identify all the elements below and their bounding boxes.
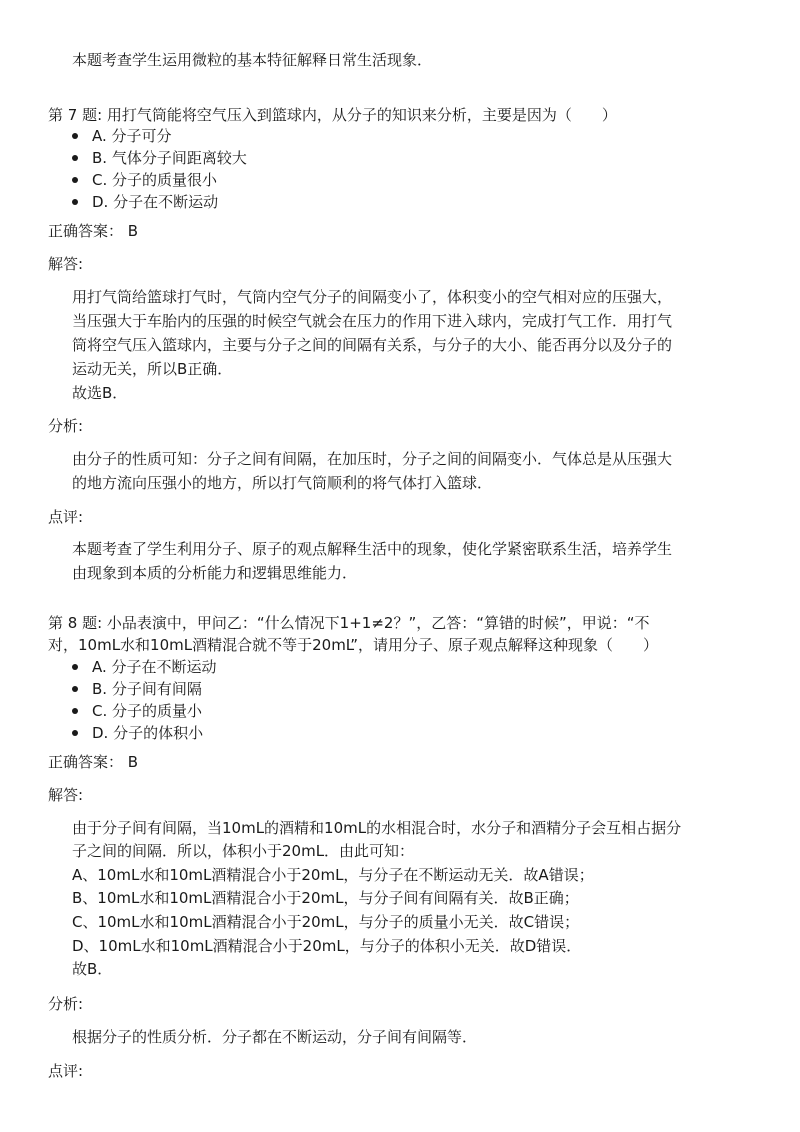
- q7-stem: 第 7 题: 用打气筒能将空气压入到篮球内，从分子的知识来分析，主要是因为（ ）: [48, 106, 617, 124]
- q8-solution-label: 解答:: [48, 786, 84, 804]
- q7-comment-line: 本题考查了学生利用分子、原子的观点解释生活中的现象，使化学紧密联系生活，培养学生: [72, 540, 673, 558]
- q7-solution-label: 解答:: [48, 255, 84, 273]
- q8-solution-line: B、10mL水和10mL酒精混合小于20mL，与分子间有间隔有关．故B正确；: [72, 889, 579, 907]
- q8-stem-line: 第 8 题: 小品表演中，甲问乙：“什么情况下1+1≠2？”，乙答：“算错的时候”，甲说：“不: [48, 614, 650, 632]
- q7-solution-line: 运动无关，所以B正确．: [72, 360, 233, 378]
- q8-stem-line: 对，10mL水和10mL酒精混合就不等于20mL”，请用分子、原子观点解释这种现象（ ）: [48, 636, 659, 654]
- q8-solution-line: 由于分子间有间隔，当10mL的酒精和10mL的水相混合时，水分子和酒精分子会互相占据分: [72, 819, 682, 837]
- bullet-icon: [72, 686, 78, 692]
- q8-option-b: B. 分子间有间隔: [92, 680, 202, 698]
- bullet-icon: [72, 708, 78, 714]
- q7-solution-line: 当压强大于车胎内的压强的时候空气就会在压力的作用下进入球内，完成打气工作．用打气: [72, 312, 673, 330]
- intro-comment-line: 本题考查学生运用微粒的基本特征解释日常生活现象．: [72, 51, 433, 69]
- bullet-icon: [72, 155, 78, 161]
- q7-solution-line: 筒将空气压入篮球内，主要与分子之间的间隔有关系，与分子的大小、能否再分以及分子的: [72, 336, 673, 354]
- bullet-icon: [72, 177, 78, 183]
- q7-comment-label: 点评:: [48, 508, 84, 526]
- q7-option-a: A. 分子可分: [92, 127, 172, 145]
- q7-option-d: D. 分子在不断运动: [92, 193, 219, 211]
- q8-option-d: D. 分子的体积小: [92, 724, 204, 742]
- q8-solution-line: 子之间的间隔．所以，体积小于20mL．由此可知：: [72, 842, 415, 860]
- q7-solution-line: 用打气筒给篮球打气时，气筒内空气分子的间隔变小了，体积变小的空气相对应的压强大，: [72, 288, 673, 306]
- q8-analysis-label: 分析:: [48, 995, 84, 1013]
- q7-analysis-line: 由分子的性质可知：分子之间有间隔，在加压时，分子之间的间隔变小．气体总是从压强大: [72, 450, 673, 468]
- q7-option-b: B. 气体分子间距离较大: [92, 149, 247, 167]
- q8-solution-line: 故B．: [72, 960, 113, 978]
- bullet-icon: [72, 133, 78, 139]
- q7-correct-answer: 正确答案： B: [48, 222, 139, 240]
- q7-analysis-label: 分析:: [48, 417, 84, 435]
- q8-solution-line: A、10mL水和10mL酒精混合小于20mL，与分子在不断运动无关．故A错误；: [72, 866, 594, 884]
- q8-solution-line: C、10mL水和10mL酒精混合小于20mL，与分子的质量小无关．故C错误；: [72, 913, 580, 931]
- q8-solution-line: D、10mL水和10mL酒精混合小于20mL，与分子的体积小无关．故D错误．: [72, 937, 582, 955]
- bullet-icon: [72, 730, 78, 736]
- q8-correct-answer: 正确答案： B: [48, 753, 139, 771]
- q8-comment-label: 点评:: [48, 1062, 84, 1080]
- q7-analysis-line: 的地方流向压强小的地方，所以打气筒顺利的将气体打入篮球．: [72, 474, 493, 492]
- q7-comment-line: 由现象到本质的分析能力和逻辑思维能力．: [72, 564, 358, 582]
- q8-option-c: C. 分子的质量小: [92, 702, 203, 720]
- q7-solution-line: 故选B．: [72, 384, 128, 402]
- bullet-icon: [72, 199, 78, 205]
- q7-option-c: C. 分子的质量很小: [92, 171, 218, 189]
- q8-option-a: A. 分子在不断运动: [92, 658, 217, 676]
- q8-analysis-line: 根据分子的性质分析．分子都在不断运动，分子间有间隔等．: [72, 1028, 478, 1046]
- bullet-icon: [72, 664, 78, 670]
